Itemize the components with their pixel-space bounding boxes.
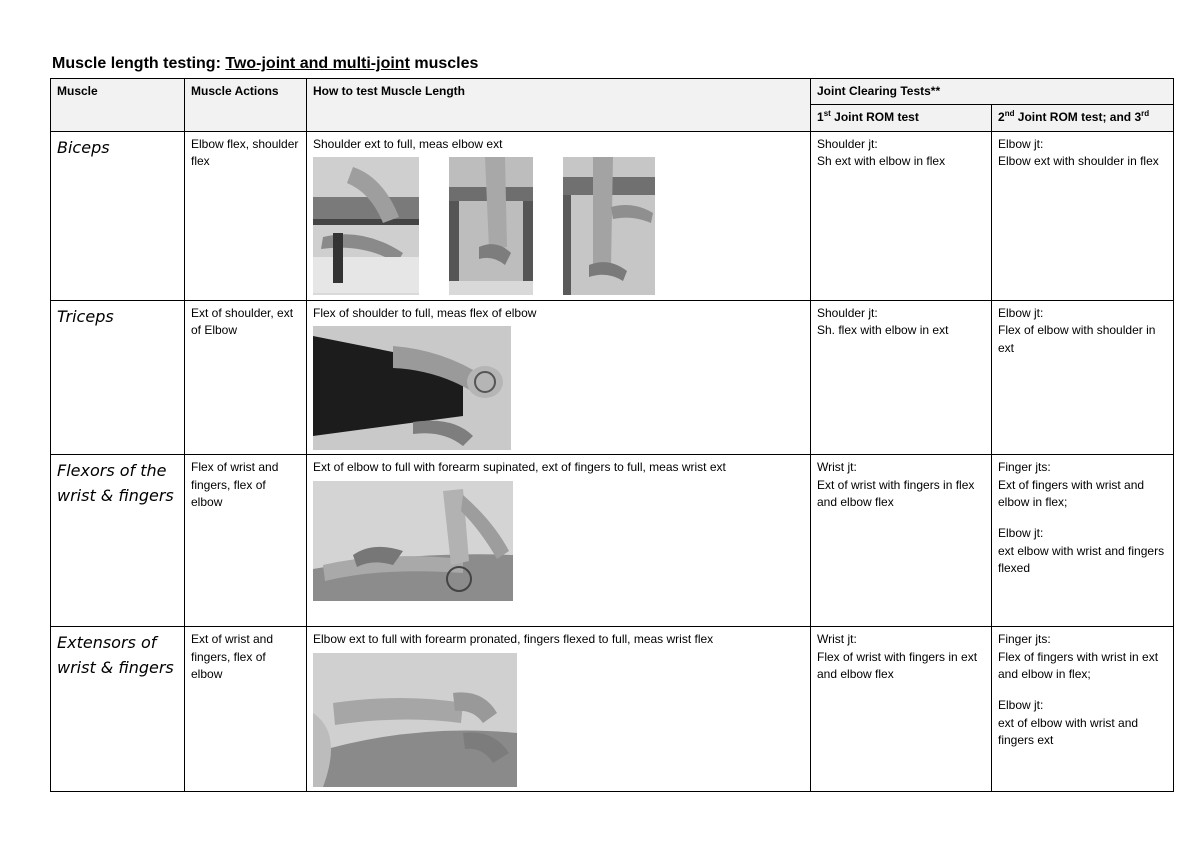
- test-description: Elbow ext to full with forearm pronated, fingers flexed to full, meas wrist flex: [313, 632, 714, 647]
- test-description: Shoulder ext to full, meas elbow ext: [313, 136, 503, 151]
- biceps-photo-3: [563, 157, 655, 295]
- test-cell: [307, 300, 811, 454]
- muscle-name: Biceps: [51, 131, 185, 300]
- muscle-name: Flexors of the wrist & fingers: [51, 455, 185, 627]
- test-cell: [307, 455, 811, 627]
- triceps-photo: [313, 326, 511, 450]
- joint1-cell: Shoulder jt: Sh. flex with elbow in ext: [811, 300, 992, 454]
- muscle-name: Triceps: [51, 300, 185, 454]
- extensors-photo: [313, 653, 517, 787]
- muscle-length-table: [50, 78, 1174, 792]
- test-description: Flex of shoulder to full, meas flex of elbow: [313, 305, 537, 320]
- joint2-cell: Finger jts: Flex of fingers with wrist in ext and elbow in flex; Elbow jt: ext of elbow with wrist and fingers ext: [992, 627, 1174, 791]
- document-title: Muscle length testing: Two-joint and multi-joint muscles: [52, 55, 479, 72]
- joint2-cell: Elbow jt: Flex of elbow with shoulder in ext: [992, 300, 1174, 454]
- test-description: Ext of elbow to full with forearm supinated, ext of fingers to full, meas wrist ext: [313, 460, 726, 475]
- joint2-cell: Finger jts: Ext of fingers with wrist and elbow in flex; Elbow jt: ext elbow with wrist and fingers flexed: [992, 455, 1174, 627]
- table-row: [51, 300, 1174, 454]
- test-cell: [307, 131, 811, 300]
- muscle-actions: Flex of wrist and fingers, flex of elbow: [185, 455, 307, 627]
- flexors-photo: [313, 481, 513, 601]
- muscle-actions: Ext of shoulder, ext of Elbow: [185, 300, 307, 454]
- header-muscle: Muscle: [51, 79, 185, 132]
- header-how-to-test: How to test Muscle Length: [307, 79, 811, 132]
- joint2-cell: Elbow jt: Elbow ext with shoulder in flex: [992, 131, 1174, 300]
- biceps-photo-1: [313, 157, 419, 295]
- header-joint-clearing-tests: Joint Clearing Tests**: [811, 79, 1174, 105]
- header-muscle-actions: Muscle Actions: [185, 79, 307, 132]
- muscle-actions: Elbow flex, shoulder flex: [185, 131, 307, 300]
- test-cell: [307, 627, 811, 791]
- table-row: [51, 455, 1174, 627]
- joint1-cell: Shoulder jt: Sh ext with elbow in flex: [811, 131, 992, 300]
- biceps-photo-2: [449, 157, 533, 295]
- header-second-joint-rom: 2nd Joint ROM test; and 3rd: [992, 105, 1174, 131]
- header-first-joint-rom: 1st Joint ROM test: [811, 105, 992, 131]
- joint1-cell: Wrist jt: Ext of wrist with fingers in flex and elbow flex: [811, 455, 992, 627]
- table-row: [51, 627, 1174, 791]
- muscle-actions: Ext of wrist and fingers, flex of elbow: [185, 627, 307, 791]
- table-row: [51, 131, 1174, 300]
- muscle-name: Extensors of wrist & fingers: [51, 627, 185, 791]
- joint1-cell: Wrist jt: Flex of wrist with fingers in ext and elbow flex: [811, 627, 992, 791]
